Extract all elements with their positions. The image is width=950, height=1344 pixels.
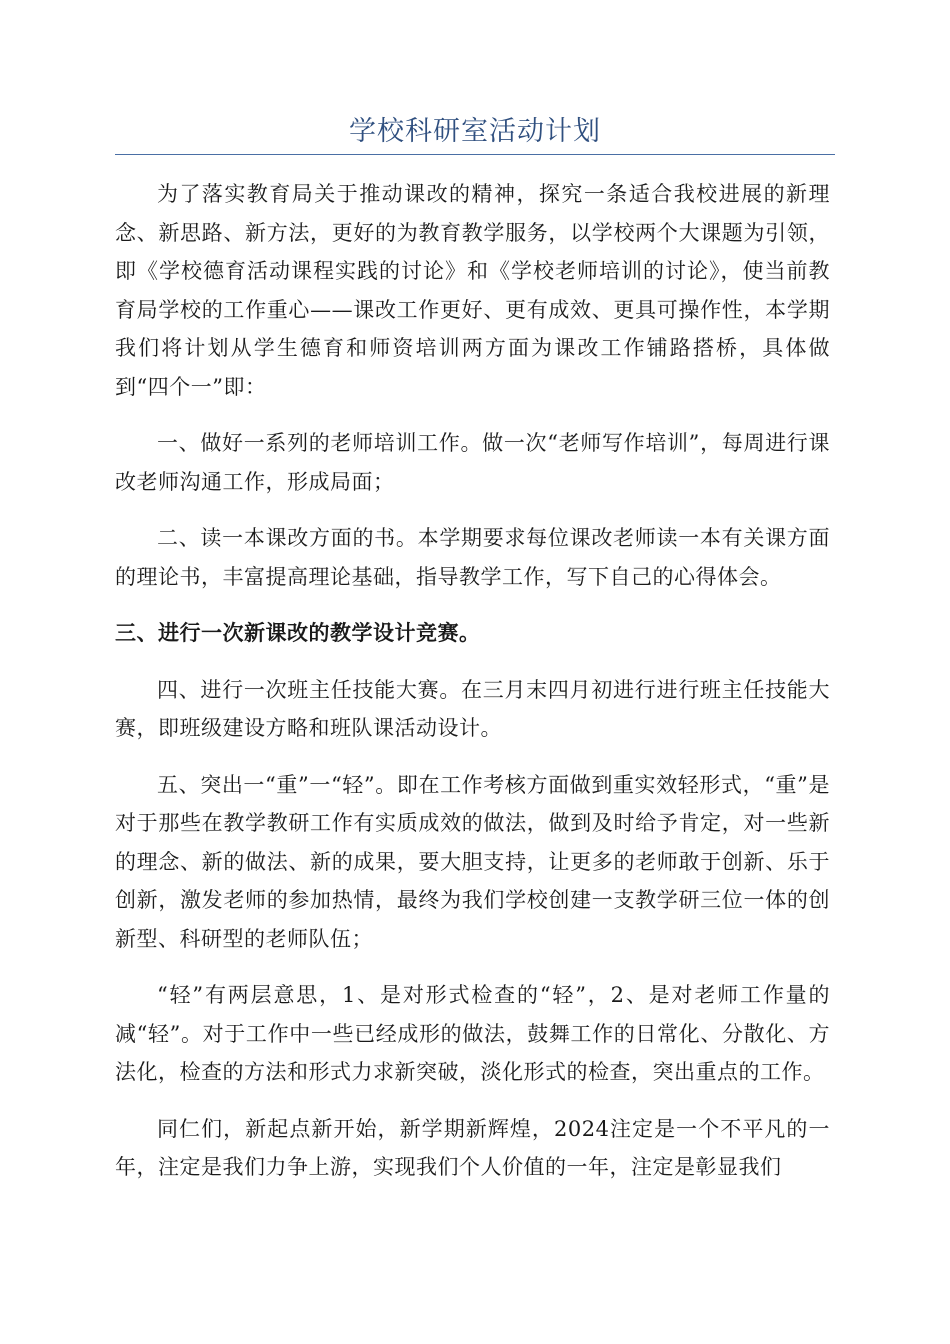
light-explanation-paragraph: “轻”有两层意思，1、是对形式检查的“轻”，2、是对老师工作量的减“轻”。对于工作中一些已经成形的做法，鼓舞工作的日常化、分散化、方法化，检查的方法和形式力求新突破，淡化形式的检查，突出重点的工作。 xyxy=(115,983,830,1084)
intro-paragraph: 为了落实教育局关于推动课改的精神，探究一条适合我校进展的新理念、新思路、新方法，更好的为教育教学服务，以学校两个大课题为引领，即《学校德育活动课程实践的讨论》和《学校老师培训的讨论》，使当前教育局学校的工作重心——课改工作更好、更有成效、更具可操作性，本学期我们将计划从学生德育和师资培训两方面为课改工作铺路搭桥，具体做到“四个一”即： xyxy=(115,182,830,399)
item-two-paragraph: 二、读一本课改方面的书。本学期要求每位课改老师读一本有关课方面的理论书，丰富提高理论基础，指导教学工作，写下自己的心得体会。 xyxy=(115,526,830,589)
item-three-heading: 三、进行一次新课改的教学设计竞赛。 xyxy=(115,621,481,645)
item-four-paragraph: 四、进行一次班主任技能大赛。在三月末四月初进行进行班主任技能大赛，即班级建设方略和班队课活动设计。 xyxy=(115,677,830,740)
closing-paragraph: 同仁们，新起点新开始，新学期新辉煌，2024注定是一个不平凡的一年，注定是我们力争上游，实现我们个人价值的一年，注定是彰显我们 xyxy=(115,1116,830,1179)
item-one-paragraph: 一、做好一系列的老师培训工作。做一次“老师写作培训”，每周进行课改老师沟通工作，形成局面； xyxy=(115,431,830,494)
document-title: 学校科研室活动计划 xyxy=(349,116,601,147)
title-underline xyxy=(115,154,835,155)
item-five-paragraph: 五、突出一“重”一“轻”。即在工作考核方面做到重实效轻形式，“重”是对于那些在教学教研工作有实质成效的做法，做到及时给予肯定，对一些新的理念、新的做法、新的成果，要大胆支持，让更多的老师敢于创新、乐于创新，激发老师的参加热情，最终为我们学校创建一支教学研三位一体的创新型、科研型的老师队伍； xyxy=(115,772,830,951)
document-body xyxy=(115,175,830,1205)
